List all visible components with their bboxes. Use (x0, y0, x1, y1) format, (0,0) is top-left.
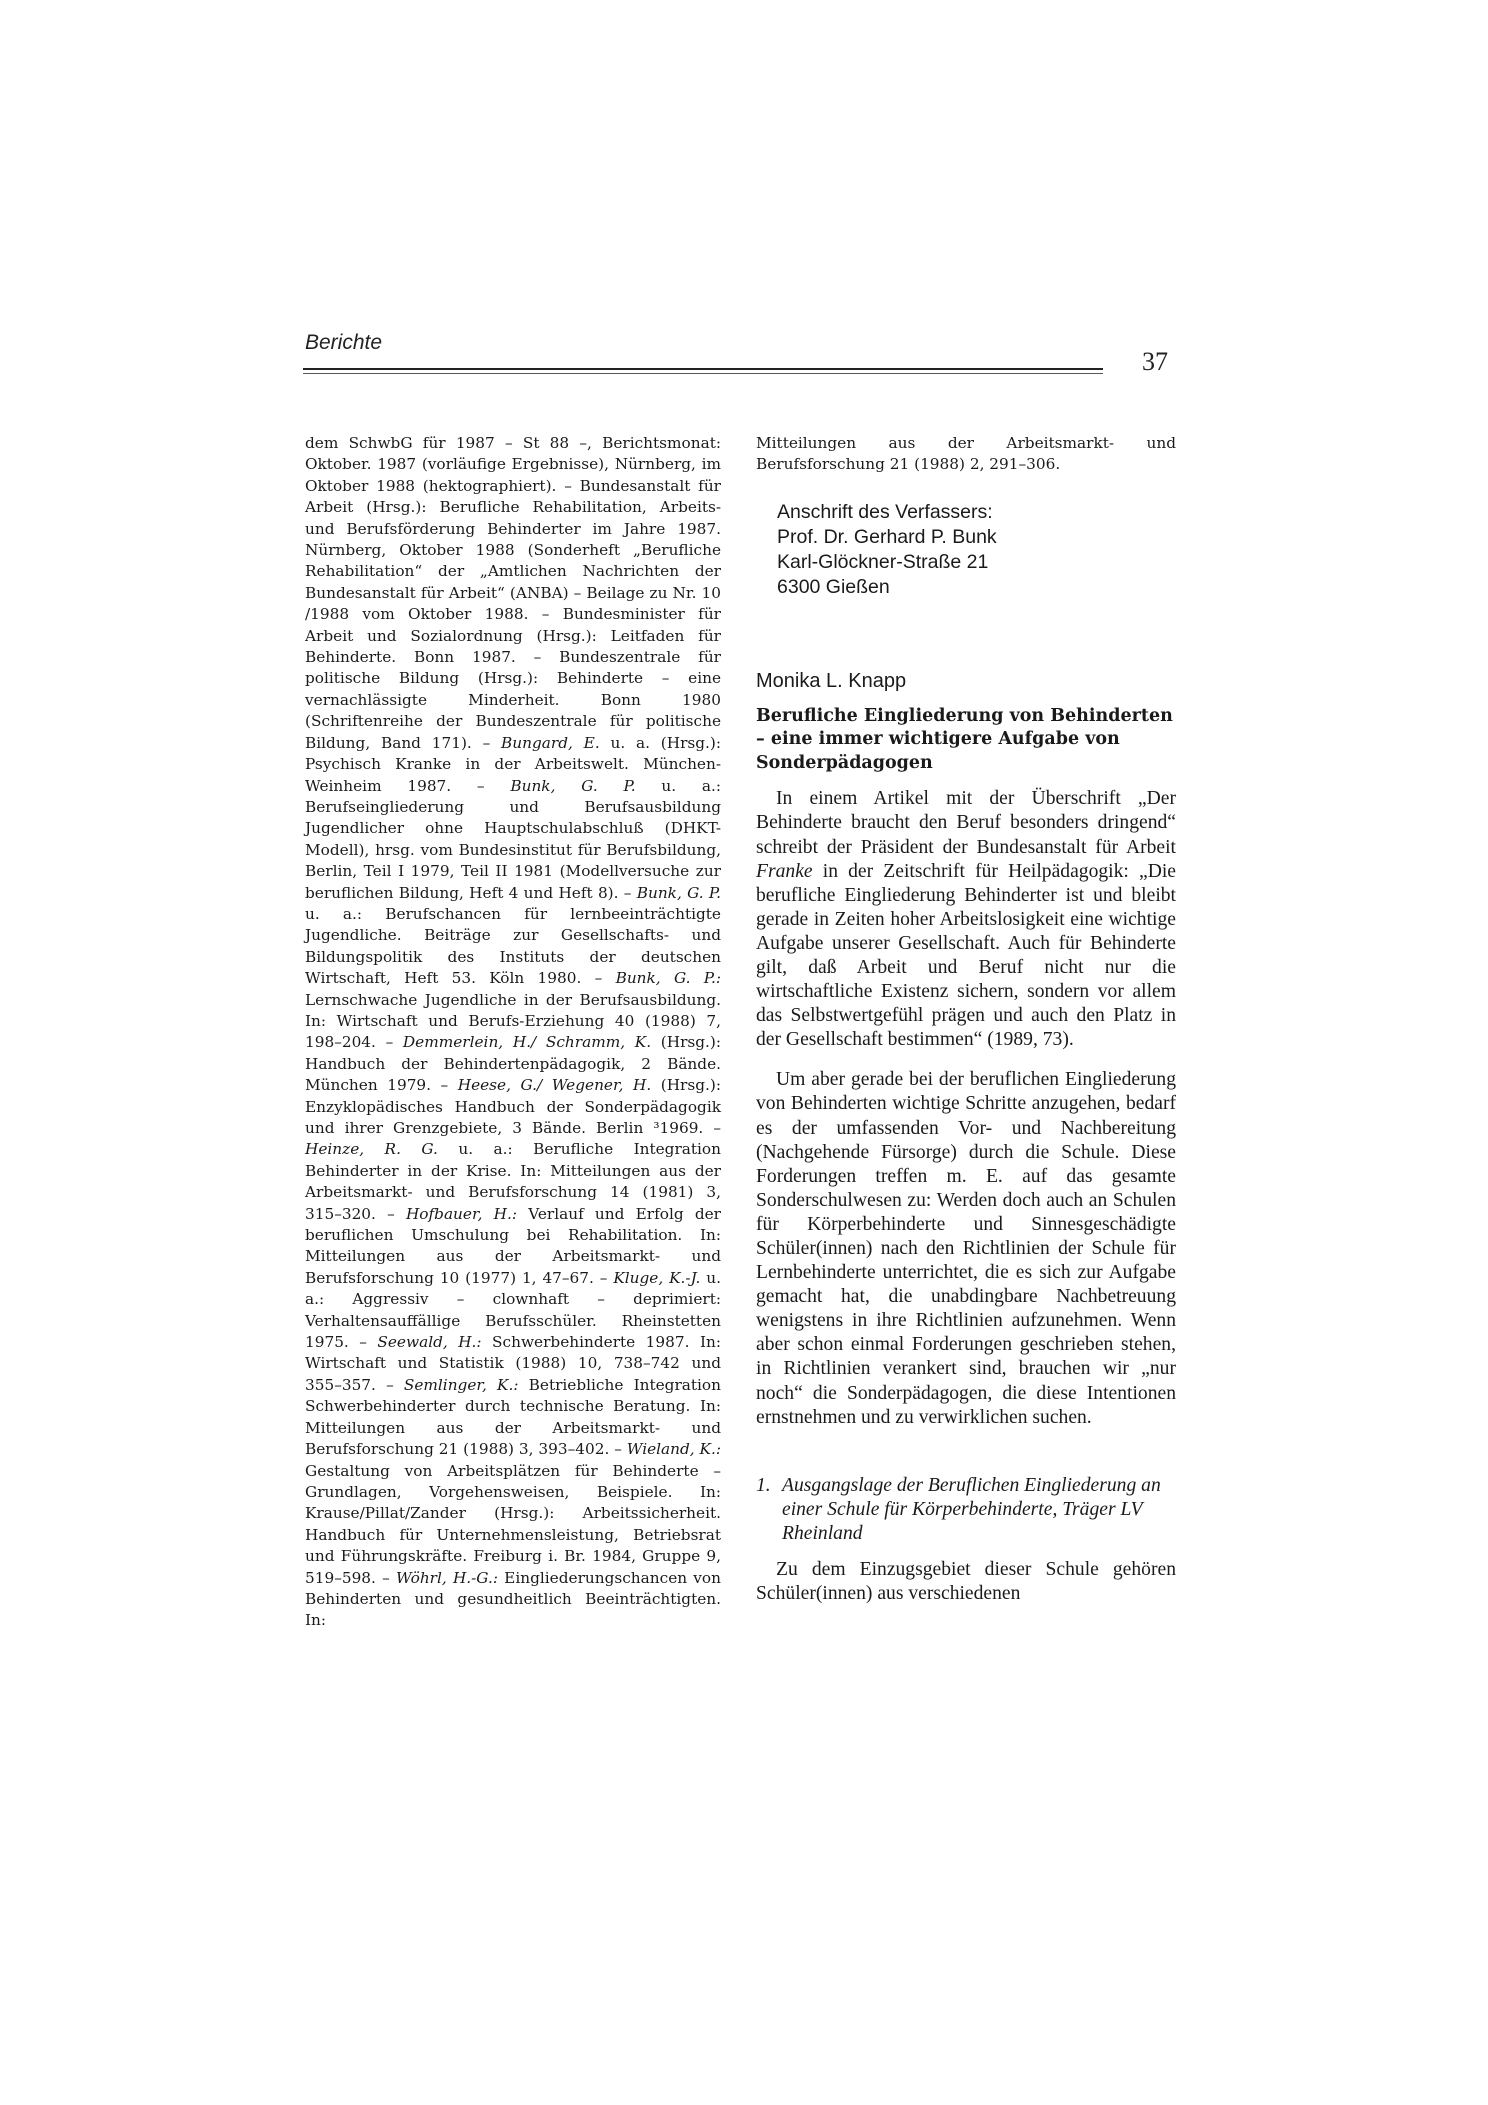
reference-list: dem SchwbG für 1987 – St 88 –, Berichtsmonat: Oktober. 1987 (vorläufige Ergebnisse), Nürnberg, im Oktober 1988 (hektographiert). – Bundesanstalt für Arbeit (Hrsg.): Berufliche Rehabilitation, Arbeits- und Berufsförderung Behinderter im Jahre 1987. Nürnberg, Oktober 1988 (Sonderheft „Berufliche Rehabilitation“ der „Amtlichen Nachrichten der Bundesanstalt für Arbeit“ (ANBA) – Beilage zu Nr. 10 /1988 vom Oktober 1988. – Bundesminister für Arbeit und Sozialordnung (Hrsg.): Leitfaden für Behinderte. Bonn 1987. – Bundeszentrale für politische Bildung (Hrsg.): Behinderte – eine vernachlässigte Minderheit. Bonn 1980 (Schriftenreihe der Bundeszentrale für politische Bildung, Band 171). – Bungard, E. u. a. (Hrsg.): Psychisch Kranke in der Arbeitswelt. München-Weinheim 1987. – Bunk, G. P. u. a.: Berufseingliederung und Berufsausbildung Jugendlicher ohne Hauptschulabschluß (DHKT-Modell), hrsg. vom Bundesinstitut für Berufsbildung, Berlin, Teil I 1979, Teil II 1981 (Modellversuche zur beruflichen Bildung, Heft 4 und Heft 8). – Bunk, G. P. u. a.: Berufschancen für lernbeeinträchtigte Jugendliche. Beiträge zur Gesellschafts- und Bildungspolitik des Instituts der deutschen Wirtschaft, Heft 53. Köln 1980. – Bunk, G. P.: Lernschwache Jugendliche in der Berufsausbildung. In: Wirtschaft und Berufs-Erziehung 40 (1988) 7, 198–204. – Demmerlein, H./ Schramm, K. (Hrsg.): Handbuch der Behindertenpädagogik, 2 Bände. München 1979. – Heese, G./ Wegener, H. (Hrsg.): Enzyklopädisches Handbuch der Sonderpädagogik und ihrer Grenzgebiete, 3 Bände. Berlin ³1969. – Heinze, R. G. u. a.: Berufliche Integration Behinderter in der Krise. In: Mitteilungen aus der Arbeitsmarkt- und Berufsforschung 14 (1981) 3, 315–320. – Hofbauer, H.: Verlauf und Erfolg der beruflichen Umschulung bei Rehabilitation. In: Mitteilungen aus der Arbeitsmarkt- und Berufsforschung 10 (1977) 1, 47–67. – Kluge, K.-J. u. a.: Aggressiv – clownhaft – deprimiert: Verhaltensauffällige Berufsschüler. Rheinstetten 1975. – Seewald, H.: Schwerbehinderte 1987. In: Wirtschaft und Statistik (1988) 10, 738–742 und 355–357. – Semlinger, K.: Betriebliche Integration Schwerbehinderter durch technische Beratung. In: Mitteilungen aus der Arbeitsmarkt- und Berufsforschung 21 (1988) 3, 393–402. – Wieland, K.: Gestaltung von Arbeitsplätzen für Behinderte – Grundlagen, Vorgehensweisen, Beispiele. In: Krause/Pillat/Zander (Hrsg.): Arbeitssicherheit. Handbuch für Unternehmensleistung, Betriebsrat und Führungskräfte. Freiburg i. Br. 1984, Gruppe 9, 519–598. – Wöhrl, H.-G.: Eingliederungschancen von Behinderten und gesundheitlich Beeinträchtigten. In: (305, 434, 722, 1630)
paragraph-3: Zu dem Einzugsgebiet dieser Schule gehören Schüler(innen) aus verschiedenen (756, 1558, 1176, 1604)
page-number: 37 (1142, 347, 1168, 376)
section-heading (756, 1474, 1176, 1546)
section-title: Ausgangslage der Beruflichen Eingliederung an einer Schule für Körperbehinderte, Träger LV Rheinland (782, 1474, 1161, 1544)
section-number: 1. (756, 1474, 771, 1496)
author-address (777, 500, 1176, 600)
address-city: 6300 Gießen (777, 575, 890, 598)
running-head: Berichte (305, 331, 383, 354)
address-name: Prof. Dr. Gerhard P. Bunk (777, 525, 997, 548)
article-title: Berufliche Eingliederung von Behinderten – eine immer wichtigere Aufgabe von Sonderpädagogen (756, 705, 1173, 773)
paragraph-2: Um aber gerade bei der beruflichen Eingliederung von Behinderten wichtige Schritte anzugehen, bedarf es der umfassenden Vor- und Nachbereitung (Nachgehende Fürsorge) durch die Schule. Diese Forderungen treffen m. E. auf das gesamte Sonderschulwesen zu: Werden doch auch an Schulen für Körperbehinderte und Sinnesgeschädigte Schüler(innen) nach den Richtlinien der Schule für Lernbehinderte unterrichtet, die es sich zur Aufgabe gemacht hat, die unabdingbare Nachbetreuung wenigstens in ihre Richtlinien aufzunehmen. Wenn aber schon einmal Forderungen geschrieben stehen, in Richtlinien verankert sind, brauchen wir „nur noch“ die Sonderpädagogen, die diese Intentionen ernstnehmen und zu verwirklichen suchen. (756, 1069, 1176, 1428)
header-rule-thin (303, 373, 1103, 374)
article-author: Monika L. Knapp (756, 669, 907, 692)
left-column (305, 433, 721, 1632)
right-column (756, 433, 1176, 1606)
address-heading: Anschrift des Verfassers: (777, 500, 993, 523)
paragraph-1: In einem Artikel mit der Überschrift „Der Behinderte braucht den Beruf besonders dringend“ schreibt der Präsident der Bundesanstalt für Arbeit Franke in der Zeitschrift für Heilpädagogik: „Die berufliche Eingliederung Behinderter ist und bleibt gerade in Zeiten hoher Arbeitslosigkeit eine wichtige Aufgabe unserer Gesellschaft. Auch für Behinderte gilt, daß Arbeit und Beruf nicht nur die wirtschaftliche Existenz sichern, sondern vor allem das Selbstwertgefühl prägen und auch den Platz in der Gesellschaft bestimmen“ (1989, 73). (756, 788, 1176, 1051)
reference-list-continued: Mitteilungen aus der Arbeitsmarkt- und Berufsforschung 21 (1988) 2, 291–306. (756, 434, 1176, 474)
address-street: Karl-Glöckner-Straße 21 (777, 550, 989, 573)
header-rule (303, 368, 1103, 370)
